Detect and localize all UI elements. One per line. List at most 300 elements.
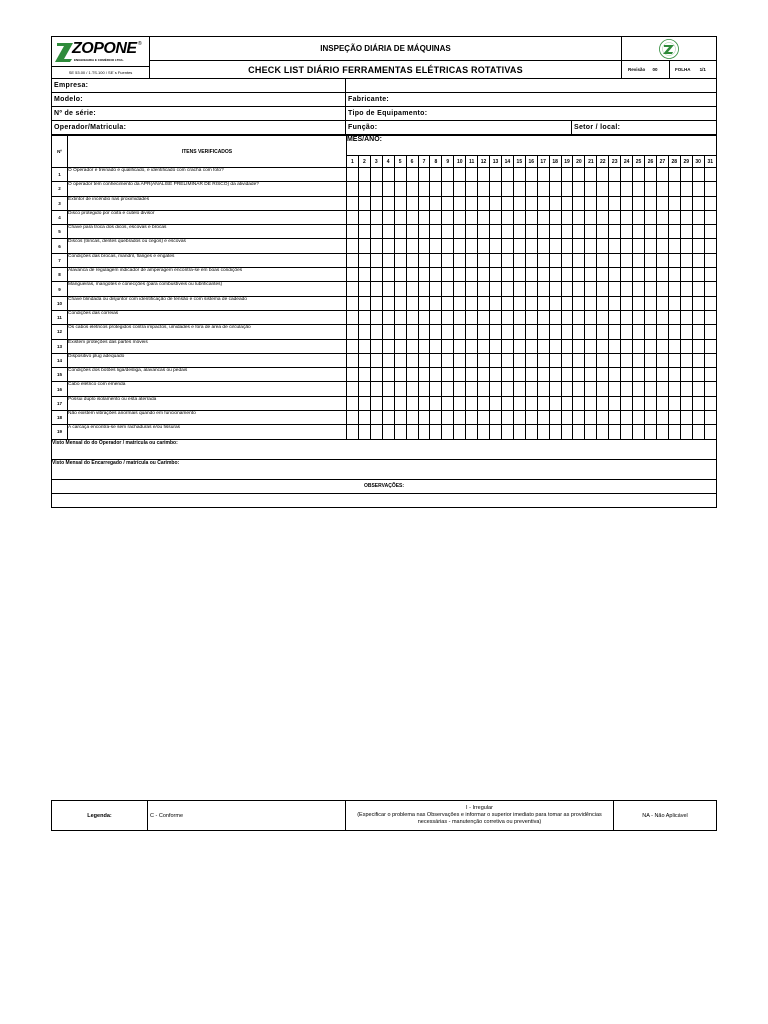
check-cell[interactable]	[454, 296, 466, 310]
check-cell[interactable]	[621, 353, 633, 367]
check-cell[interactable]	[382, 225, 394, 239]
check-cell[interactable]	[490, 168, 502, 182]
check-cell[interactable]	[585, 239, 597, 253]
check-cell[interactable]	[645, 310, 657, 324]
check-cell[interactable]	[382, 296, 394, 310]
check-cell[interactable]	[370, 239, 382, 253]
check-cell[interactable]	[406, 396, 418, 410]
check-cell[interactable]	[466, 196, 478, 210]
check-cell[interactable]	[645, 368, 657, 382]
check-cell[interactable]	[525, 296, 537, 310]
check-cell[interactable]	[680, 310, 692, 324]
check-cell[interactable]	[597, 253, 609, 267]
check-cell[interactable]	[490, 339, 502, 353]
check-cell[interactable]	[358, 339, 370, 353]
check-cell[interactable]	[668, 396, 680, 410]
check-cell[interactable]	[525, 268, 537, 282]
check-cell[interactable]	[358, 296, 370, 310]
check-cell[interactable]	[609, 411, 621, 425]
check-cell[interactable]	[478, 339, 490, 353]
check-cell[interactable]	[490, 353, 502, 367]
check-cell[interactable]	[549, 325, 561, 339]
check-cell[interactable]	[454, 196, 466, 210]
check-cell[interactable]	[668, 353, 680, 367]
check-cell[interactable]	[680, 353, 692, 367]
check-cell[interactable]	[501, 268, 513, 282]
check-cell[interactable]	[537, 425, 549, 439]
check-cell[interactable]	[621, 196, 633, 210]
check-cell[interactable]	[656, 396, 668, 410]
check-cell[interactable]	[609, 425, 621, 439]
check-cell[interactable]	[513, 282, 525, 296]
check-cell[interactable]	[597, 196, 609, 210]
check-cell[interactable]	[394, 396, 406, 410]
check-cell[interactable]	[656, 225, 668, 239]
check-cell[interactable]	[656, 296, 668, 310]
check-cell[interactable]	[454, 168, 466, 182]
check-cell[interactable]	[704, 396, 716, 410]
check-cell[interactable]	[704, 239, 716, 253]
check-cell[interactable]	[668, 296, 680, 310]
check-cell[interactable]	[478, 296, 490, 310]
check-cell[interactable]	[597, 339, 609, 353]
check-cell[interactable]	[382, 239, 394, 253]
check-cell[interactable]	[442, 239, 454, 253]
check-cell[interactable]	[645, 196, 657, 210]
check-cell[interactable]	[454, 425, 466, 439]
check-cell[interactable]	[406, 268, 418, 282]
check-cell[interactable]	[513, 253, 525, 267]
check-cell[interactable]	[692, 325, 704, 339]
check-cell[interactable]	[692, 196, 704, 210]
observacoes-field[interactable]	[52, 493, 717, 507]
check-cell[interactable]	[621, 368, 633, 382]
check-cell[interactable]	[525, 182, 537, 196]
check-cell[interactable]	[501, 196, 513, 210]
check-cell[interactable]	[478, 396, 490, 410]
check-cell[interactable]	[501, 239, 513, 253]
check-cell[interactable]	[573, 325, 585, 339]
check-cell[interactable]	[573, 339, 585, 353]
check-cell[interactable]	[561, 182, 573, 196]
check-cell[interactable]	[561, 210, 573, 224]
check-cell[interactable]	[418, 425, 430, 439]
check-cell[interactable]	[430, 353, 442, 367]
check-cell[interactable]	[537, 225, 549, 239]
check-cell[interactable]	[549, 382, 561, 396]
check-cell[interactable]	[478, 239, 490, 253]
check-cell[interactable]	[454, 282, 466, 296]
check-cell[interactable]	[585, 268, 597, 282]
check-cell[interactable]	[585, 425, 597, 439]
check-cell[interactable]	[704, 339, 716, 353]
check-cell[interactable]	[692, 210, 704, 224]
check-cell[interactable]	[704, 168, 716, 182]
check-cell[interactable]	[478, 253, 490, 267]
check-cell[interactable]	[573, 296, 585, 310]
check-cell[interactable]	[418, 253, 430, 267]
check-cell[interactable]	[633, 425, 645, 439]
check-cell[interactable]	[668, 382, 680, 396]
check-cell[interactable]	[585, 396, 597, 410]
check-cell[interactable]	[645, 353, 657, 367]
check-cell[interactable]	[525, 425, 537, 439]
check-cell[interactable]	[692, 368, 704, 382]
check-cell[interactable]	[394, 325, 406, 339]
check-cell[interactable]	[645, 168, 657, 182]
check-cell[interactable]	[704, 196, 716, 210]
check-cell[interactable]	[537, 396, 549, 410]
check-cell[interactable]	[466, 168, 478, 182]
check-cell[interactable]	[418, 382, 430, 396]
check-cell[interactable]	[704, 210, 716, 224]
check-cell[interactable]	[656, 268, 668, 282]
check-cell[interactable]	[346, 411, 358, 425]
check-cell[interactable]	[346, 210, 358, 224]
check-cell[interactable]	[680, 382, 692, 396]
check-cell[interactable]	[513, 182, 525, 196]
check-cell[interactable]	[692, 411, 704, 425]
check-cell[interactable]	[573, 268, 585, 282]
check-cell[interactable]	[561, 368, 573, 382]
check-cell[interactable]	[370, 310, 382, 324]
check-cell[interactable]	[406, 339, 418, 353]
check-cell[interactable]	[346, 268, 358, 282]
check-cell[interactable]	[478, 225, 490, 239]
check-cell[interactable]	[537, 382, 549, 396]
check-cell[interactable]	[513, 296, 525, 310]
check-cell[interactable]	[573, 382, 585, 396]
check-cell[interactable]	[418, 310, 430, 324]
check-cell[interactable]	[490, 282, 502, 296]
funcao-field[interactable]: Função:	[346, 121, 572, 134]
check-cell[interactable]	[346, 253, 358, 267]
check-cell[interactable]	[394, 425, 406, 439]
check-cell[interactable]	[573, 368, 585, 382]
check-cell[interactable]	[478, 382, 490, 396]
check-cell[interactable]	[418, 353, 430, 367]
check-cell[interactable]	[406, 182, 418, 196]
check-cell[interactable]	[490, 268, 502, 282]
check-cell[interactable]	[442, 310, 454, 324]
check-cell[interactable]	[704, 182, 716, 196]
check-cell[interactable]	[466, 425, 478, 439]
check-cell[interactable]	[645, 339, 657, 353]
check-cell[interactable]	[406, 411, 418, 425]
check-cell[interactable]	[609, 168, 621, 182]
check-cell[interactable]	[692, 282, 704, 296]
check-cell[interactable]	[430, 310, 442, 324]
check-cell[interactable]	[621, 339, 633, 353]
check-cell[interactable]	[394, 382, 406, 396]
check-cell[interactable]	[406, 296, 418, 310]
check-cell[interactable]	[382, 282, 394, 296]
check-cell[interactable]	[573, 282, 585, 296]
check-cell[interactable]	[501, 225, 513, 239]
check-cell[interactable]	[370, 339, 382, 353]
check-cell[interactable]	[585, 296, 597, 310]
check-cell[interactable]	[454, 339, 466, 353]
check-cell[interactable]	[490, 368, 502, 382]
check-cell[interactable]	[346, 396, 358, 410]
month-year-field[interactable]: MÊS/ANO:	[346, 136, 716, 156]
check-cell[interactable]	[358, 353, 370, 367]
check-cell[interactable]	[382, 196, 394, 210]
check-cell[interactable]	[478, 353, 490, 367]
check-cell[interactable]	[609, 339, 621, 353]
check-cell[interactable]	[418, 396, 430, 410]
check-cell[interactable]	[442, 325, 454, 339]
check-cell[interactable]	[442, 368, 454, 382]
check-cell[interactable]	[704, 325, 716, 339]
check-cell[interactable]	[430, 382, 442, 396]
check-cell[interactable]	[358, 310, 370, 324]
check-cell[interactable]	[692, 339, 704, 353]
check-cell[interactable]	[692, 382, 704, 396]
check-cell[interactable]	[680, 225, 692, 239]
check-cell[interactable]	[656, 196, 668, 210]
check-cell[interactable]	[394, 168, 406, 182]
check-cell[interactable]	[490, 325, 502, 339]
check-cell[interactable]	[645, 296, 657, 310]
check-cell[interactable]	[525, 168, 537, 182]
check-cell[interactable]	[549, 253, 561, 267]
check-cell[interactable]	[466, 310, 478, 324]
check-cell[interactable]	[668, 210, 680, 224]
check-cell[interactable]	[501, 296, 513, 310]
check-cell[interactable]	[430, 368, 442, 382]
check-cell[interactable]	[478, 196, 490, 210]
check-cell[interactable]	[609, 396, 621, 410]
check-cell[interactable]	[692, 253, 704, 267]
check-cell[interactable]	[370, 382, 382, 396]
check-cell[interactable]	[394, 282, 406, 296]
check-cell[interactable]	[382, 339, 394, 353]
check-cell[interactable]	[561, 325, 573, 339]
check-cell[interactable]	[537, 339, 549, 353]
check-cell[interactable]	[454, 210, 466, 224]
check-cell[interactable]	[597, 325, 609, 339]
check-cell[interactable]	[537, 325, 549, 339]
check-cell[interactable]	[394, 353, 406, 367]
check-cell[interactable]	[382, 353, 394, 367]
check-cell[interactable]	[442, 339, 454, 353]
check-cell[interactable]	[704, 411, 716, 425]
check-cell[interactable]	[549, 210, 561, 224]
check-cell[interactable]	[633, 282, 645, 296]
check-cell[interactable]	[370, 296, 382, 310]
check-cell[interactable]	[501, 411, 513, 425]
check-cell[interactable]	[466, 282, 478, 296]
check-cell[interactable]	[585, 310, 597, 324]
check-cell[interactable]	[382, 325, 394, 339]
check-cell[interactable]	[454, 325, 466, 339]
check-cell[interactable]	[418, 182, 430, 196]
check-cell[interactable]	[442, 282, 454, 296]
check-cell[interactable]	[609, 210, 621, 224]
check-cell[interactable]	[466, 268, 478, 282]
check-cell[interactable]	[382, 368, 394, 382]
check-cell[interactable]	[597, 396, 609, 410]
check-cell[interactable]	[358, 396, 370, 410]
check-cell[interactable]	[668, 196, 680, 210]
check-cell[interactable]	[382, 411, 394, 425]
check-cell[interactable]	[501, 253, 513, 267]
check-cell[interactable]	[406, 210, 418, 224]
check-cell[interactable]	[442, 396, 454, 410]
check-cell[interactable]	[537, 268, 549, 282]
check-cell[interactable]	[513, 196, 525, 210]
check-cell[interactable]	[633, 182, 645, 196]
check-cell[interactable]	[513, 268, 525, 282]
check-cell[interactable]	[549, 182, 561, 196]
check-cell[interactable]	[704, 296, 716, 310]
check-cell[interactable]	[704, 268, 716, 282]
check-cell[interactable]	[704, 225, 716, 239]
check-cell[interactable]	[597, 425, 609, 439]
check-cell[interactable]	[633, 339, 645, 353]
check-cell[interactable]	[668, 325, 680, 339]
check-cell[interactable]	[549, 396, 561, 410]
check-cell[interactable]	[645, 282, 657, 296]
check-cell[interactable]	[430, 253, 442, 267]
check-cell[interactable]	[370, 396, 382, 410]
check-cell[interactable]	[668, 368, 680, 382]
check-cell[interactable]	[704, 310, 716, 324]
check-cell[interactable]	[692, 168, 704, 182]
check-cell[interactable]	[645, 396, 657, 410]
check-cell[interactable]	[537, 168, 549, 182]
check-cell[interactable]	[561, 196, 573, 210]
check-cell[interactable]	[668, 310, 680, 324]
check-cell[interactable]	[513, 225, 525, 239]
check-cell[interactable]	[418, 325, 430, 339]
serie-field[interactable]: Nº de série:	[52, 107, 346, 120]
check-cell[interactable]	[573, 253, 585, 267]
check-cell[interactable]	[358, 425, 370, 439]
check-cell[interactable]	[466, 225, 478, 239]
check-cell[interactable]	[454, 382, 466, 396]
check-cell[interactable]	[549, 339, 561, 353]
check-cell[interactable]	[346, 168, 358, 182]
check-cell[interactable]	[573, 239, 585, 253]
check-cell[interactable]	[442, 353, 454, 367]
check-cell[interactable]	[454, 368, 466, 382]
check-cell[interactable]	[668, 282, 680, 296]
check-cell[interactable]	[537, 239, 549, 253]
check-cell[interactable]	[692, 310, 704, 324]
check-cell[interactable]	[645, 425, 657, 439]
check-cell[interactable]	[668, 339, 680, 353]
check-cell[interactable]	[680, 253, 692, 267]
check-cell[interactable]	[633, 196, 645, 210]
check-cell[interactable]	[668, 239, 680, 253]
check-cell[interactable]	[680, 210, 692, 224]
check-cell[interactable]	[478, 168, 490, 182]
check-cell[interactable]	[633, 382, 645, 396]
check-cell[interactable]	[478, 325, 490, 339]
check-cell[interactable]	[466, 210, 478, 224]
check-cell[interactable]	[537, 411, 549, 425]
check-cell[interactable]	[525, 196, 537, 210]
check-cell[interactable]	[430, 225, 442, 239]
check-cell[interactable]	[418, 268, 430, 282]
check-cell[interactable]	[656, 368, 668, 382]
check-cell[interactable]	[597, 411, 609, 425]
check-cell[interactable]	[394, 239, 406, 253]
check-cell[interactable]	[406, 239, 418, 253]
check-cell[interactable]	[382, 168, 394, 182]
check-cell[interactable]	[466, 253, 478, 267]
check-cell[interactable]	[394, 368, 406, 382]
check-cell[interactable]	[490, 239, 502, 253]
check-cell[interactable]	[394, 339, 406, 353]
check-cell[interactable]	[704, 382, 716, 396]
check-cell[interactable]	[656, 253, 668, 267]
check-cell[interactable]	[501, 182, 513, 196]
check-cell[interactable]	[501, 353, 513, 367]
check-cell[interactable]	[573, 168, 585, 182]
tipo-equipamento-field[interactable]: Tipo de Equipamento:	[348, 110, 428, 117]
check-cell[interactable]	[537, 182, 549, 196]
check-cell[interactable]	[513, 210, 525, 224]
check-cell[interactable]	[585, 353, 597, 367]
check-cell[interactable]	[466, 182, 478, 196]
check-cell[interactable]	[645, 411, 657, 425]
check-cell[interactable]	[537, 253, 549, 267]
check-cell[interactable]	[680, 368, 692, 382]
check-cell[interactable]	[609, 382, 621, 396]
check-cell[interactable]	[680, 339, 692, 353]
check-cell[interactable]	[382, 268, 394, 282]
check-cell[interactable]	[585, 196, 597, 210]
check-cell[interactable]	[454, 396, 466, 410]
check-cell[interactable]	[346, 339, 358, 353]
check-cell[interactable]	[704, 368, 716, 382]
check-cell[interactable]	[358, 168, 370, 182]
check-cell[interactable]	[490, 296, 502, 310]
check-cell[interactable]	[621, 268, 633, 282]
fabricante-field[interactable]: Fabricante:	[348, 96, 390, 103]
check-cell[interactable]	[490, 253, 502, 267]
check-cell[interactable]	[597, 282, 609, 296]
check-cell[interactable]	[358, 282, 370, 296]
check-cell[interactable]	[418, 282, 430, 296]
check-cell[interactable]	[513, 382, 525, 396]
check-cell[interactable]	[466, 296, 478, 310]
check-cell[interactable]	[680, 411, 692, 425]
check-cell[interactable]	[513, 325, 525, 339]
check-cell[interactable]	[454, 253, 466, 267]
check-cell[interactable]	[346, 239, 358, 253]
check-cell[interactable]	[561, 382, 573, 396]
check-cell[interactable]	[358, 239, 370, 253]
check-cell[interactable]	[656, 382, 668, 396]
check-cell[interactable]	[358, 210, 370, 224]
check-cell[interactable]	[692, 182, 704, 196]
check-cell[interactable]	[466, 396, 478, 410]
check-cell[interactable]	[346, 368, 358, 382]
check-cell[interactable]	[358, 382, 370, 396]
check-cell[interactable]	[406, 282, 418, 296]
check-cell[interactable]	[609, 196, 621, 210]
check-cell[interactable]	[561, 268, 573, 282]
check-cell[interactable]	[513, 368, 525, 382]
check-cell[interactable]	[656, 168, 668, 182]
check-cell[interactable]	[513, 239, 525, 253]
check-cell[interactable]	[358, 225, 370, 239]
check-cell[interactable]	[358, 268, 370, 282]
